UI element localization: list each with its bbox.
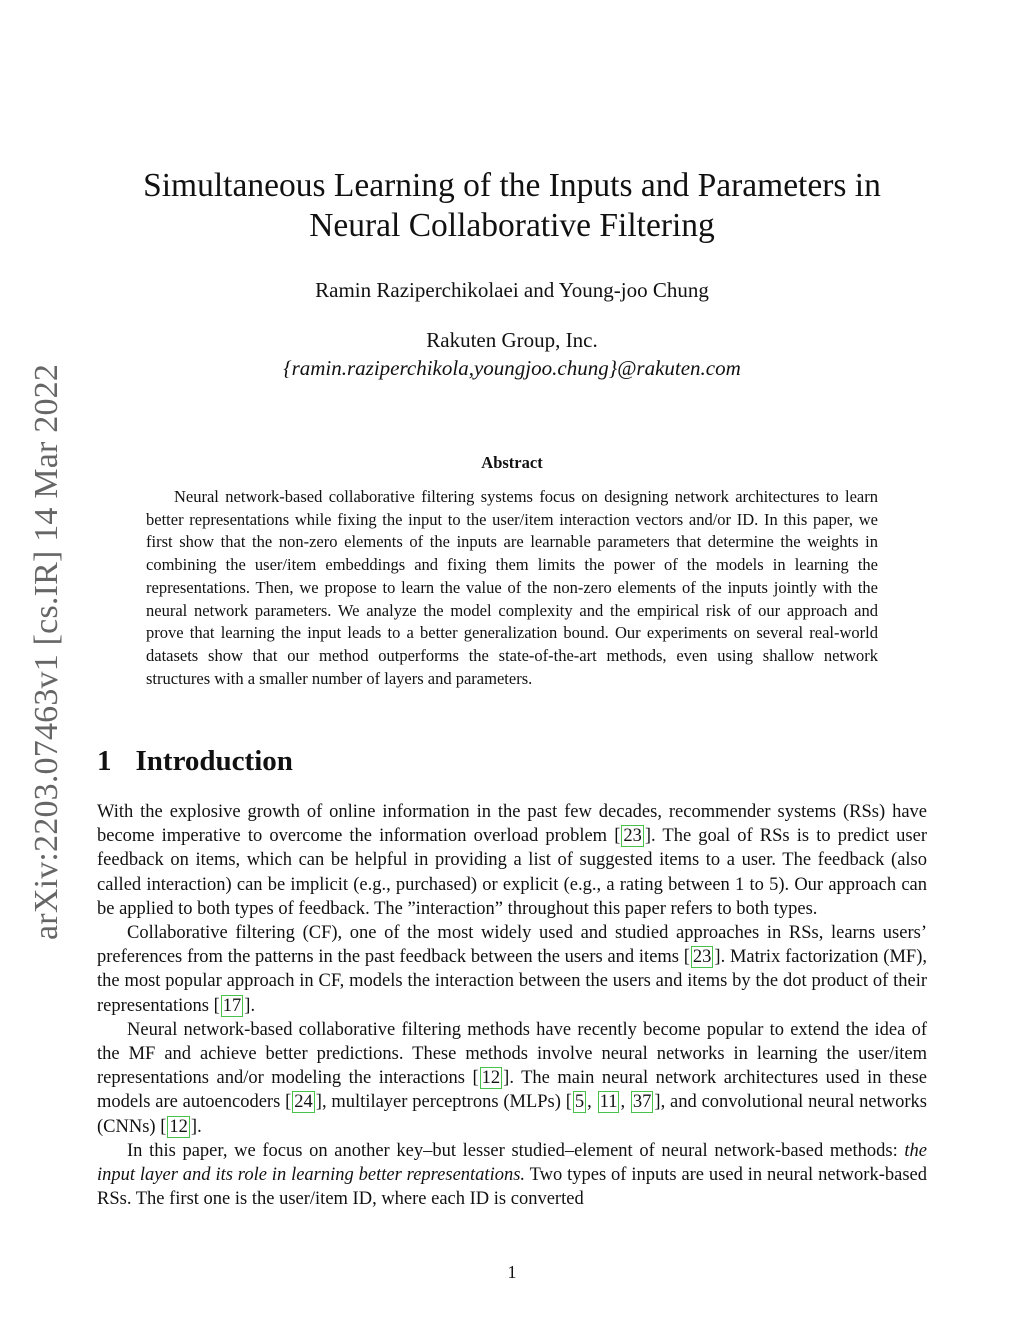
text-run: In this paper, we focus on another key–but lesser studied–element of neural network-based methods: — [127, 1140, 905, 1161]
citation-link[interactable]: 17 — [222, 995, 242, 1016]
text-run: Two types of inputs are used in neural network-based RSs. The first one is the user/item ID, where each ID is converted — [97, 1165, 927, 1210]
text-run: , and convolutional neural networks (CNNs) — [97, 1092, 927, 1137]
text-run: . — [197, 1116, 202, 1137]
author-list: Ramin Raziperchikolaei and Young-joo Chung — [315, 278, 709, 302]
citation-link[interactable]: 5 — [574, 1092, 585, 1113]
text-run: With the explosive growth of online information in the past few decades, recommender systems (RSs) have become imperative to overcome the information overload problem — [97, 802, 927, 847]
paragraph-2: Collaborative filtering (CF), one of the most widely used and studied approaches in RSs, learns users’ preferences from the patterns in the past feedback between the users and items [ 23 ]. Matrix factorization (MF), the most popular approach in CF, models the interaction between the users and items by the dot product of their representations [ 17 ]. — [97, 923, 927, 1016]
text-run: . The goal of RSs is to predict user feedback on items, which can be helpful in providing a list of suggested items to a user. The feedback (also called interaction) can be implicit (e.g., purchased) or explicit (e.g., a rating between 1 to 5). Our approach can be applied to both types of feedback. The ”interaction” throughout this paper refers to both types. — [97, 826, 927, 919]
section-title: Introduction — [135, 745, 293, 777]
abstract-text: Neural network-based collaborative filtering systems focus on designing network architectures to learn better representations while fixing the input to the user/item interaction vectors and/or ID. In this paper, we first show that the non-zero elements of the inputs are learnable parameters that determine the weights in combining the user/item embeddings and fixing them limits the power of the models in learning the representations. Then, we propose to learn the value of the non-zero elements of the inputs jointly with the neural network parameters. We analyze the model complexity and the empirical risk of our approach and prove that learning the input leads to a better generalization bound. Our experiments on several real-world datasets show that our method outperforms the state-of-the-art methods, even using shallow network structures with a smaller number of layers and parameters. — [146, 487, 878, 688]
text-run: Collaborative filtering (CF), one of the most widely used and studied approaches in RSs, learns users’ preferences from the patterns in the past feedback between the users and items — [97, 923, 927, 968]
section-heading — [97, 745, 293, 778]
citation-link[interactable]: 12 — [169, 1116, 188, 1137]
text-run: , multilayer perceptrons (MLPs) — [321, 1092, 566, 1113]
section-number: 1 — [97, 745, 112, 777]
arxiv-identifier: arXiv:2203.07463v1 [cs.IR] 14 Mar 2022 — [28, 363, 65, 940]
paragraph-4 — [97, 1139, 927, 1212]
emphasis-text: the input layer and its role in learning better representations. — [97, 1140, 927, 1186]
title-line-2: Neural Collaborative Filtering — [309, 207, 715, 244]
citation-link[interactable]: 37 — [632, 1092, 652, 1113]
text-run: . — [250, 995, 256, 1016]
citation-link[interactable]: 24 — [294, 1092, 313, 1113]
abstract-heading: Abstract — [481, 453, 543, 472]
citation-link[interactable]: 23 — [692, 947, 712, 968]
affiliation: Rakuten Group, Inc. — [426, 328, 598, 352]
paragraph-3: Neural network-based collaborative filtering methods have recently become popular to extend the idea of the MF and achieve better predictions. These methods involve neural networks in learning the user/item representations and/or modeling the interactions [ 12 ]. The main neural network architectures used in these models are autoencoders [ 24 ], multilayer perceptrons (MLPs) [ 5 , 11 , 37 ], and convolutional neural networks (CNNs) [ 12 ]. — [97, 1019, 927, 1137]
author-emails: {ramin.raziperchikola,youngjoo.chung}@rakuten.com — [283, 356, 741, 380]
text-run: . Matrix factorization (MF), the most popular approach in CF, models the interaction between the users and items by the dot product of their representations — [97, 947, 927, 1016]
title-line-1: Simultaneous Learning of the Inputs and Parameters in — [143, 167, 881, 204]
paper-title — [100, 166, 924, 246]
section-body — [97, 800, 927, 1211]
citation-link[interactable]: 12 — [481, 1068, 501, 1089]
citation-link[interactable]: 11 — [599, 1092, 618, 1113]
affiliation-block — [100, 326, 924, 382]
citation-link[interactable]: 23 — [623, 826, 642, 847]
paragraph-1: With the explosive growth of online information in the past few decades, recommender systems (RSs) have become imperative to overcome the information overload problem [ 23 ]. The goal of RSs is to predict user feedback on items, which can be helpful in providing a list of suggested items to a user. The feedback (also called interaction) can be implicit (e.g., purchased) or explicit (e.g., a rating between 1 to 5). Our approach can be applied to both types of feedback. The ”interaction” throughout this paper refers to both types. — [97, 802, 927, 919]
page-number: 1 — [507, 1262, 517, 1282]
text-run: Neural network-based collaborative filtering methods have recently become popular to extend the idea of the MF and achieve better predictions. These methods involve neural networks in learning the user/item representations and/or modeling the interactions — [97, 1019, 927, 1089]
text-run: . The main neural network architectures used in these models are autoencoders — [97, 1068, 927, 1113]
